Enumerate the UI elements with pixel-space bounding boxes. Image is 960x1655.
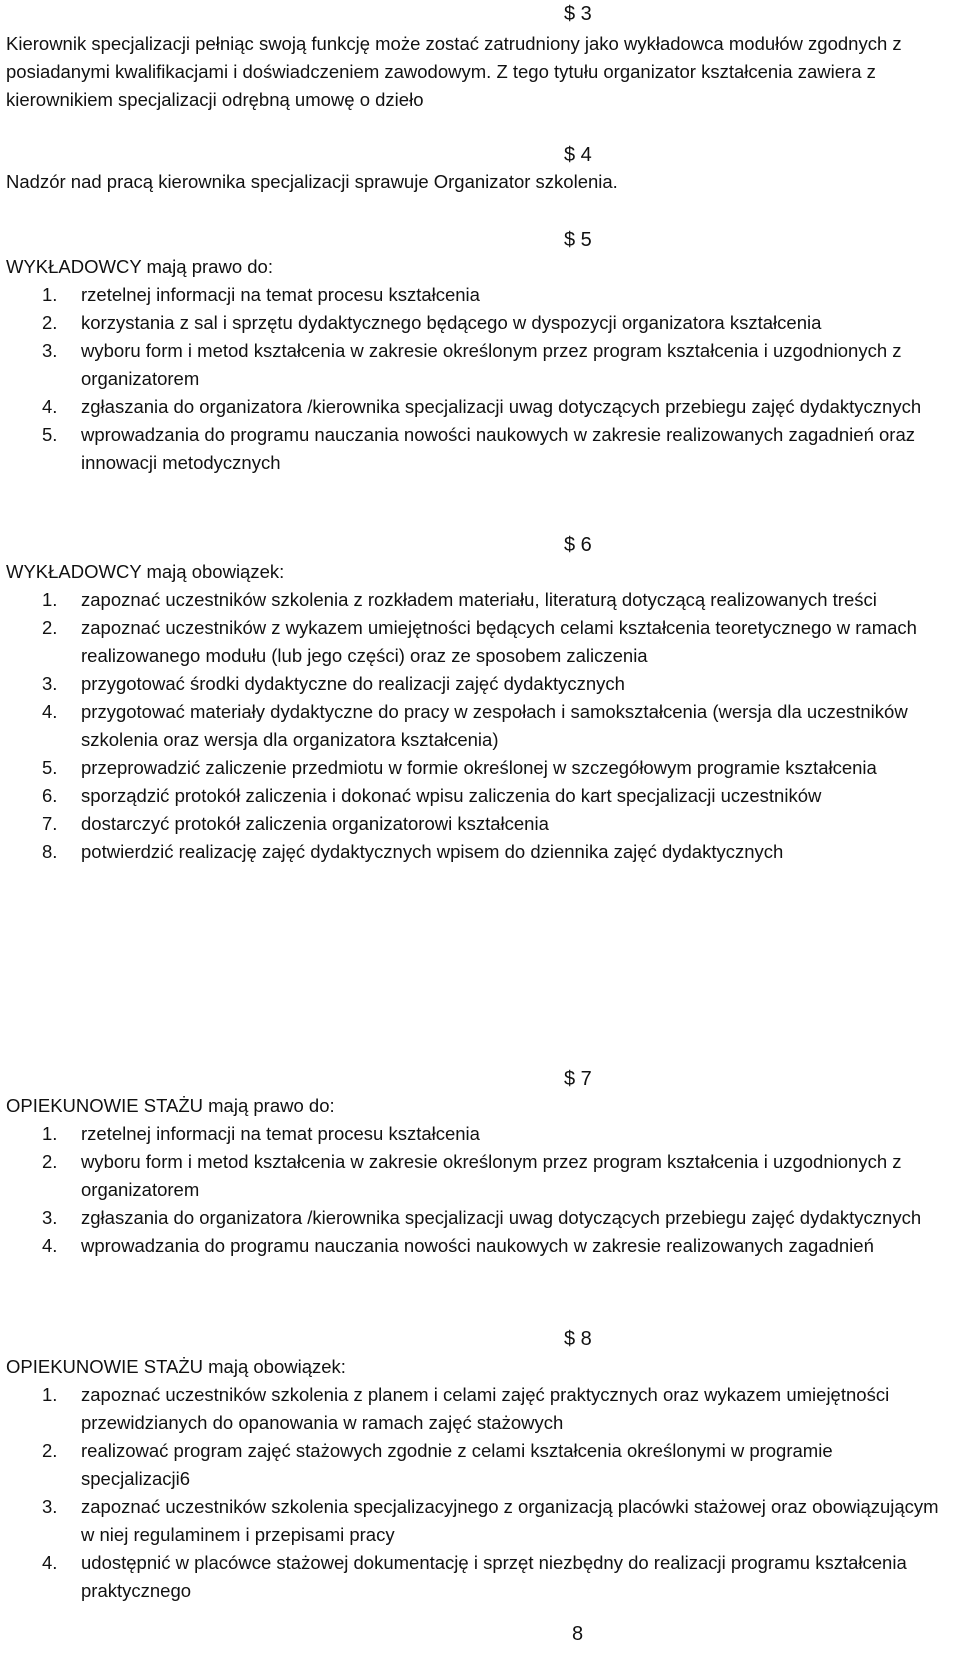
list-item: 4. zgłaszania do organizatora /kierownika specjalizacji uwag dotyczących przebiegu zajęć dydaktycznych [42, 396, 922, 417]
list-item: 2. korzystania z sal i sprzętu dydaktycznego będącego w dyspozycji organizatora kształcenia [42, 312, 822, 333]
section-6-heading: WYKŁADOWCY mają obowiązek: [6, 561, 285, 582]
list-item: 3. zgłaszania do organizatora /kierownika specjalizacji uwag dotyczących przebiegu zajęć dydaktycznych [42, 1207, 922, 1228]
list-item: 1. zapoznać uczestników szkolenia z rozkładem materiału, literaturą dotyczącą realizowanych treści [42, 589, 877, 610]
section-5-list [6, 281, 941, 477]
list-item: 8. potwierdzić realizację zajęć dydaktycznych wpisem do dziennika zajęć dydaktycznych [42, 841, 784, 862]
section-3-text: Kierownik specjalizacji pełniąc swoją funkcję może zostać zatrudniony jako wykładowca modułów zgodnych z posiadanymi kwalifikacjami i doświadczeniem zawodowym. Z tego tytułu organizator kształcenia zawiera z kierownikiem specjalizacji odrębną umowę o dzieło [6, 33, 902, 110]
section-number-7: $ 7 [564, 1068, 592, 1090]
list-item: 3. zapoznać uczestników szkolenia specjalizacyjnego z organizacją placówki stażowej oraz obowiązującym w niej regulaminem i przepisami pracy [42, 1496, 939, 1545]
section-number-4: $ 4 [564, 144, 592, 166]
section-number-8: $ 8 [564, 1328, 592, 1350]
list-item: 2. realizować program zajęć stażowych zgodnie z celami kształcenia określonymi w programie specjalizacji6 [42, 1440, 833, 1489]
list-item: 4. udostępnić w placówce stażowej dokumentację i sprzęt niezbędny do realizacji programu kształcenia praktycznego [42, 1552, 907, 1601]
list-item: 7. dostarczyć protokół zaliczenia organizatorowi kształcenia [42, 813, 549, 834]
list-item: 2. wyboru form i metod kształcenia w zakresie określonym przez program kształcenia i uzgodnionych z organizatorem [42, 1151, 902, 1200]
section-7-heading: OPIEKUNOWIE STAŻU mają prawo do: [6, 1095, 335, 1116]
list-item: 3. przygotować środki dydaktyczne do realizacji zajęć dydaktycznych [42, 673, 625, 694]
list-item: 1. rzetelnej informacji na temat procesu kształcenia [42, 1123, 480, 1144]
list-item: 5. wprowadzania do programu nauczania nowości naukowych w zakresie realizowanych zagadnień oraz innowacji metodycznych [42, 424, 915, 473]
list-item: 1. rzetelnej informacji na temat procesu kształcenia [42, 284, 480, 305]
section-5-heading: WYKŁADOWCY mają prawo do: [6, 256, 273, 277]
section-8-heading: OPIEKUNOWIE STAŻU mają obowiązek: [6, 1356, 346, 1377]
list-item: 2. zapoznać uczestników z wykazem umiejętności będących celami kształcenia teoretycznego w ramach realizowanego modułu (lub jego części) oraz ze sposobem zaliczenia [42, 617, 917, 666]
list-item: 1. zapoznać uczestników szkolenia z planem i celami zajęć praktycznych oraz wykazem umiejętności przewidzianych do opanowania w ramach zajęć stażowych [42, 1384, 890, 1433]
section-number-6: $ 6 [564, 534, 592, 556]
list-item: 5. przeprowadzić zaliczenie przedmiotu w formie określonej w szczegółowym programie kształcenia [42, 757, 877, 778]
list-item: 3. wyboru form i metod kształcenia w zakresie określonym przez program kształcenia i uzgodnionych z organizatorem [42, 340, 902, 389]
page-number: 8 [572, 1623, 584, 1645]
section-number-3: $ 3 [564, 3, 592, 25]
section-6-list [6, 586, 941, 866]
section-7-list [6, 1120, 941, 1260]
list-item: 4. przygotować materiały dydaktyczne do pracy w zespołach i samokształcenia (wersja dla uczestników szkolenia oraz wersja dla organizatora kształcenia) [42, 701, 908, 750]
list-item: 6. sporządzić protokół zaliczenia i dokonać wpisu zaliczenia do kart specjalizacji uczestników [42, 785, 822, 806]
section-8-list [6, 1381, 941, 1605]
section-4-text: Nadzór nad pracą kierownika specjalizacji sprawuje Organizator szkolenia. [6, 171, 618, 192]
section-number-5: $ 5 [564, 229, 592, 251]
list-item: 4. wprowadzania do programu nauczania nowości naukowych w zakresie realizowanych zagadnień [42, 1235, 874, 1256]
